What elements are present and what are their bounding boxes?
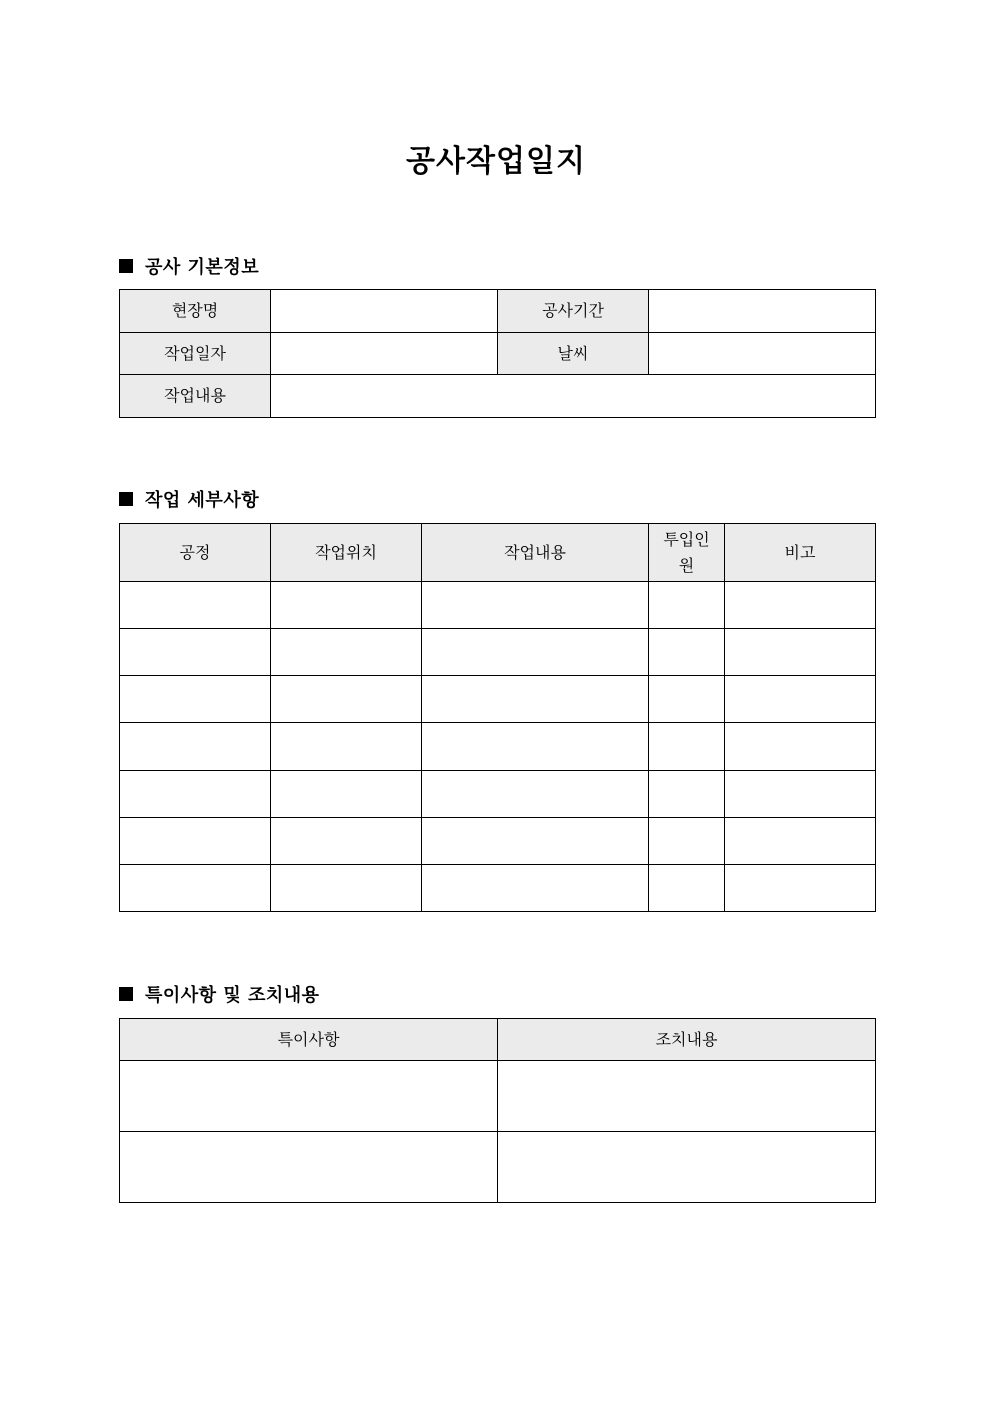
- table-row: [120, 582, 876, 629]
- table-header-row: [120, 1019, 876, 1061]
- table-row: [120, 771, 876, 818]
- remarks-cell[interactable]: [725, 771, 876, 818]
- content-cell[interactable]: [422, 771, 649, 818]
- remarks-cell[interactable]: [725, 818, 876, 865]
- column-header-location: 작업위치: [271, 524, 422, 582]
- remarks-cell[interactable]: [725, 629, 876, 676]
- work-date-field[interactable]: [271, 333, 498, 375]
- process-cell[interactable]: [120, 865, 271, 912]
- location-cell[interactable]: [271, 865, 422, 912]
- workers-cell[interactable]: [649, 771, 725, 818]
- content-cell[interactable]: [422, 818, 649, 865]
- remarks-cell[interactable]: [725, 582, 876, 629]
- content-cell[interactable]: [422, 676, 649, 723]
- section-heading-work-details: [119, 486, 259, 512]
- section-heading-basic-info: [119, 253, 259, 279]
- remarks-cell[interactable]: [725, 865, 876, 912]
- column-header-content: 작업내용: [422, 524, 649, 582]
- content-cell[interactable]: [422, 723, 649, 771]
- column-header-remarks: 비고: [725, 524, 876, 582]
- section-heading-label: 특이사항 및 조치내용: [145, 985, 320, 1006]
- weather-label: 날씨: [498, 333, 649, 375]
- workers-cell[interactable]: [649, 629, 725, 676]
- location-cell[interactable]: [271, 723, 422, 771]
- workers-cell[interactable]: [649, 723, 725, 771]
- section-heading-label: 공사 기본정보: [145, 257, 260, 278]
- table-row: [120, 1061, 876, 1132]
- site-name-field[interactable]: [271, 290, 498, 333]
- table-row: [120, 1132, 876, 1203]
- column-header-process: 공정: [120, 524, 271, 582]
- period-label: 공사기간: [498, 290, 649, 333]
- column-header-notes: 특이사항: [120, 1019, 498, 1061]
- location-cell[interactable]: [271, 771, 422, 818]
- table-row: [120, 629, 876, 676]
- section-heading-special-notes: [119, 981, 320, 1007]
- special-notes-table: [119, 1018, 876, 1203]
- actions-cell[interactable]: [498, 1132, 876, 1203]
- table-row: [120, 333, 876, 375]
- actions-cell[interactable]: [498, 1061, 876, 1132]
- work-content-label: 작업내용: [120, 375, 271, 418]
- work-details-table: [119, 523, 876, 912]
- process-cell[interactable]: [120, 582, 271, 629]
- column-header-actions: 조치내용: [498, 1019, 876, 1061]
- basic-info-table: [119, 289, 876, 418]
- process-cell[interactable]: [120, 629, 271, 676]
- location-cell[interactable]: [271, 818, 422, 865]
- square-bullet-icon: [119, 259, 133, 273]
- table-row: [120, 676, 876, 723]
- table-row: [120, 723, 876, 771]
- workers-cell[interactable]: [649, 865, 725, 912]
- process-cell[interactable]: [120, 723, 271, 771]
- process-cell[interactable]: [120, 818, 271, 865]
- work-content-field[interactable]: [271, 375, 876, 418]
- workers-cell[interactable]: [649, 582, 725, 629]
- workers-cell[interactable]: [649, 676, 725, 723]
- notes-cell[interactable]: [120, 1061, 498, 1132]
- table-row: [120, 290, 876, 333]
- process-cell[interactable]: [120, 676, 271, 723]
- section-heading-label: 작업 세부사항: [145, 490, 260, 511]
- table-row: [120, 818, 876, 865]
- location-cell[interactable]: [271, 582, 422, 629]
- content-cell[interactable]: [422, 629, 649, 676]
- workers-cell[interactable]: [649, 818, 725, 865]
- period-field[interactable]: [649, 290, 876, 333]
- location-cell[interactable]: [271, 629, 422, 676]
- column-header-workers: 투입인원: [649, 524, 725, 582]
- weather-field[interactable]: [649, 333, 876, 375]
- table-header-row: [120, 524, 876, 582]
- page-title: 공사작업일지: [406, 144, 586, 179]
- table-row: [120, 375, 876, 418]
- notes-cell[interactable]: [120, 1132, 498, 1203]
- remarks-cell[interactable]: [725, 676, 876, 723]
- process-cell[interactable]: [120, 771, 271, 818]
- location-cell[interactable]: [271, 676, 422, 723]
- square-bullet-icon: [119, 492, 133, 506]
- site-name-label: 현장명: [120, 290, 271, 333]
- content-cell[interactable]: [422, 582, 649, 629]
- table-row: [120, 865, 876, 912]
- work-date-label: 작업일자: [120, 333, 271, 375]
- content-cell[interactable]: [422, 865, 649, 912]
- remarks-cell[interactable]: [725, 723, 876, 771]
- square-bullet-icon: [119, 987, 133, 1001]
